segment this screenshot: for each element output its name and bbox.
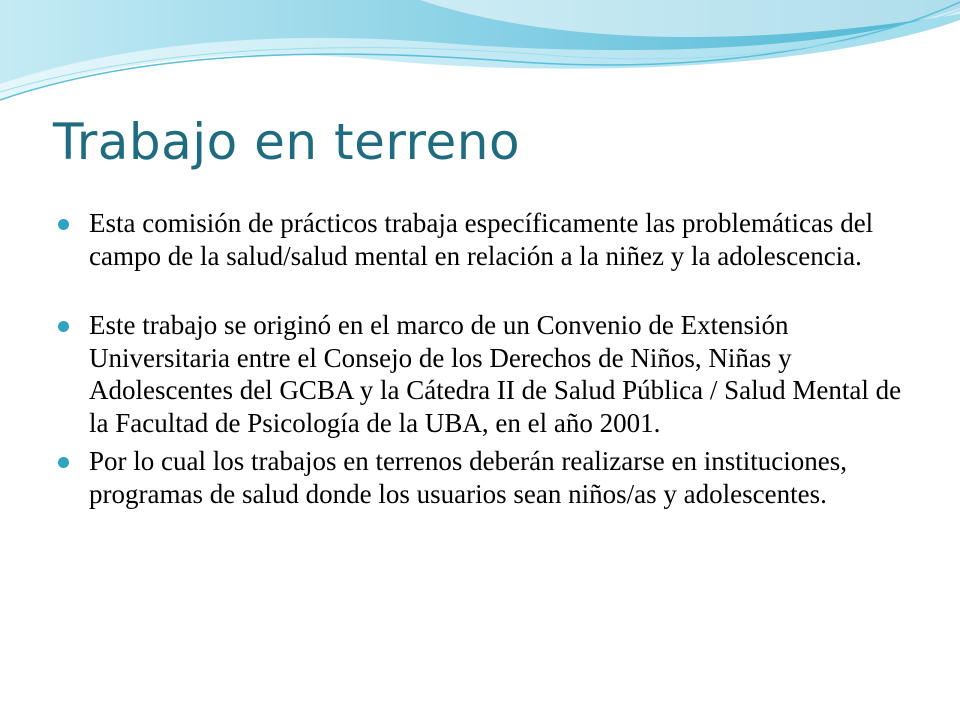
bullet-text: Este trabajo se originó en el marco de un Convenio de Extensión Universitaria entre el Consejo de los Derechos de Niños, Niñas y Adolescentes del GCBA y la Cátedra II de Salud Pública / Salud Mental de la Facultad de Psicología de la UBA, en el año 2001.	[89, 310, 902, 438]
bullet-dot-icon	[58, 321, 69, 332]
bullet-item	[58, 445, 918, 510]
slide-title: Trabajo en terreno	[53, 113, 521, 171]
bullet-text: Por lo cual los trabajos en terrenos deberán realizarse en instituciones, programas de salud donde los usuarios sean niños/as y adolescentes.	[89, 446, 847, 509]
bullet-text: Esta comisión de prácticos trabaja específicamente las problemáticas del campo de la salud/salud mental en relación a la niñez y la adolescencia.	[89, 208, 874, 271]
decorative-wave-header	[0, 0, 960, 110]
bullet-dot-icon	[58, 219, 69, 230]
bullet-item	[58, 207, 918, 272]
bullet-item	[58, 309, 918, 439]
bullet-list	[58, 207, 918, 510]
bullet-dot-icon	[58, 457, 69, 468]
